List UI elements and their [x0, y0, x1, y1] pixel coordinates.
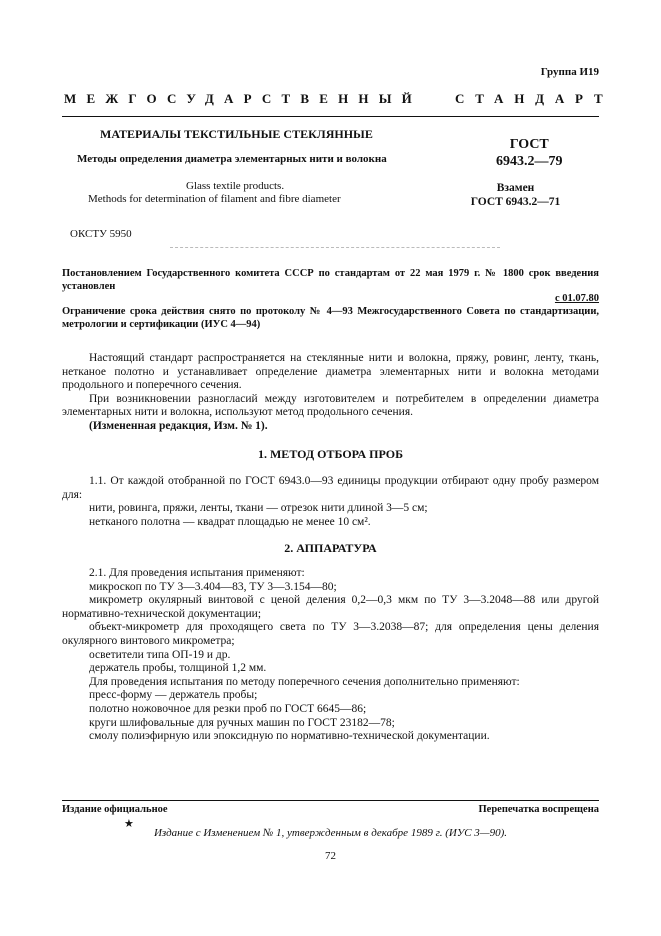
- intro-paragraph: Настоящий стандарт распространяется на стеклянные нити и волокна, пряжу, ровинг, ленту, ткань, нетканое полотно и устанавливает определение диаметра элементарных нити и волокна методами продольного и поперечного сечения.: [62, 352, 599, 392]
- gost-label: ГОСТ: [509, 137, 549, 152]
- limit-text: Ограничение срока действия снято по протоколу № 4—93 Межгосударственного Совета по стандартизации, метрологии и сертификации (ИУС 4—94): [62, 306, 599, 330]
- intro-section: [62, 352, 599, 434]
- star-icon: ★: [124, 818, 134, 830]
- document-title: МАТЕРИАЛЫ ТЕКСТИЛЬНЫЕ СТЕКЛЯННЫЕ: [100, 127, 373, 141]
- top-rule: [62, 116, 599, 117]
- decree-text: Постановлением Государственного комитета СССР по стандартам от 22 мая 1979 г. № 1800 срок введения установлен: [62, 268, 599, 292]
- list-item: нетканого полотна — квадрат площадью не менее 10 см².: [89, 515, 371, 528]
- page-number: 72: [325, 850, 336, 862]
- section-1-paragraph: 1.1. От каждой отобранной по ГОСТ 6943.0—93 единицы продукции отбирают одну пробу размером для:: [62, 475, 599, 501]
- english-title: Glass textile products.: [186, 180, 285, 192]
- list-item: осветители типа ОП-19 и др.: [89, 648, 231, 661]
- list-item: Для проведения испытания по методу поперечного сечения дополнительно применяют:: [89, 675, 520, 688]
- divider: [170, 247, 500, 248]
- banner-interstate: МЕЖГОСУДАРСТВЕННЫЙ: [64, 91, 422, 106]
- effective-date: с 01.07.80: [554, 293, 599, 304]
- list-item: нити, ровинга, пряжи, ленты, ткани — отрезок нити длиной 3—5 см;: [89, 502, 428, 515]
- list-item: микроскоп по ТУ 3—3.404—83, ТУ 3—3.154—80;: [89, 580, 337, 593]
- section-1: [62, 475, 599, 529]
- gost-designation: [496, 136, 563, 170]
- list-item: микрометр окулярный винтовой с ценой деления 0,2—0,3 мкм по ТУ 3—3.2048—88 или другой нормативно-технической документации;: [62, 594, 599, 620]
- replaces-block: [463, 181, 568, 209]
- group-code: Группа И19: [540, 66, 599, 78]
- list-item: круги шлифовальные для ручных машин по ГОСТ 23182—78;: [89, 716, 395, 729]
- list-item: пресс-форму — держатель пробы;: [89, 689, 258, 702]
- list-item: полотно ножовочное для резки проб по ГОСТ 6645—86;: [89, 702, 367, 715]
- replaces-label: Взамен: [496, 182, 535, 194]
- official-edition: Издание официальное: [62, 804, 168, 815]
- okstu-code: ОКСТУ 5950: [70, 228, 132, 240]
- section-1-heading: 1. МЕТОД ОТБОРА ПРОБ: [257, 447, 403, 461]
- list-item: смолу полиэфирную или эпоксидную по нормативно-технической документации.: [89, 730, 490, 743]
- list-item: держатель пробы, толщиной 1,2 мм.: [89, 662, 267, 675]
- english-subtitle: Methods for determination of filament and fibre diameter: [88, 193, 341, 205]
- intro-paragraph: При возникновении разногласий между изготовителем и потребителем в определении диаметра элементарных нити и волокна, используют метод продольного сечения.: [62, 392, 599, 419]
- amendment-note: (Измененная редакция, Изм. № 1).: [89, 419, 268, 432]
- section-2-paragraph: 2.1. Для проведения испытания применяют:: [89, 567, 305, 579]
- reprint-prohibited: Перепечатка воспрещена: [478, 804, 599, 815]
- document-subtitle: Методы определения диаметра элементарных нити и волокна: [77, 153, 387, 165]
- section-2-heading: 2. АППАРАТУРА: [284, 541, 377, 555]
- bottom-rule: [62, 800, 599, 801]
- edition-note: Издание с Изменением № 1, утвержденным в декабре 1989 г. (ИУС 3—90).: [153, 827, 508, 839]
- replaces-number: ГОСТ 6943.2—71: [470, 196, 561, 208]
- gost-number: 6943.2—79: [496, 154, 563, 169]
- banner-standard: СТАНДАРТ: [455, 91, 614, 106]
- list-item: объект-микрометр для проходящего света по ТУ 3—3.2038—87; для определения цены деления окулярного винтового микрометра;: [62, 621, 599, 647]
- section-2: [62, 567, 599, 744]
